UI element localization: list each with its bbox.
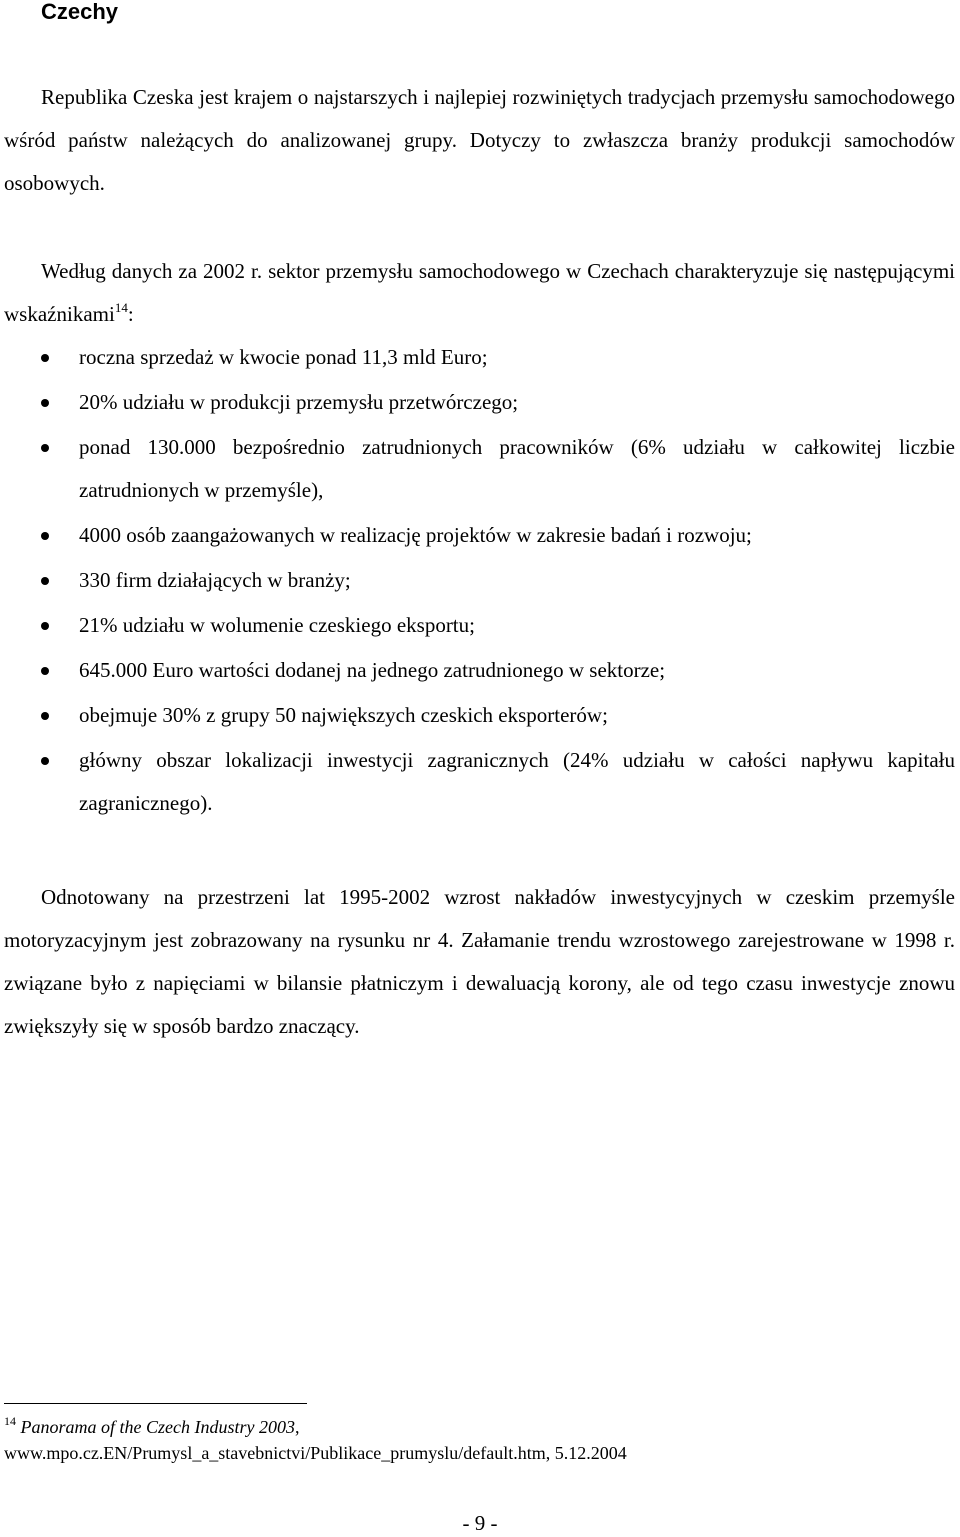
bullet-icon [41, 532, 49, 540]
footnote-source-title: Panorama of the Czech Industry 2003 [20, 1417, 295, 1437]
list-item [0, 381, 955, 424]
list-item-text: roczna sprzedaż w kwocie ponad 11,3 mld Euro; [79, 345, 488, 369]
footnote [4, 1414, 956, 1466]
list-item [0, 694, 955, 737]
list-item-text: główny obszar lokalizacji inwestycji zagranicznych (24% udziału w całości napływu kapitału zagranicznego). [79, 748, 955, 815]
footnote-marker: 14 [4, 1414, 16, 1428]
list-item-text: 4000 osób zaangażowanych w realizację projektów w zakresie badań i rozwoju; [79, 523, 752, 547]
section-heading: Czechy [41, 0, 119, 24]
bullet-icon [41, 712, 49, 720]
list-item-text: 330 firm działających w branży; [79, 568, 351, 592]
bullet-icon [41, 444, 49, 452]
indicators-intro-tail: : [127, 302, 134, 326]
list-item-text: 21% udziału w wolumenie czeskiego eksportu; [79, 613, 475, 637]
footnote-separator-comma: , [294, 1417, 300, 1437]
indicators-intro-text: Według danych za 2002 r. sektor przemysłu samochodowego w Czechach charakteryzuje się następującymi wskaźnikami [4, 259, 955, 326]
bullet-icon [41, 757, 49, 765]
list-item-text: 20% udziału w produkcji przemysłu przetwórczego; [79, 390, 519, 414]
footnote-separator [4, 1403, 307, 1404]
intro-paragraph: Republika Czeska jest krajem o najstarszych i najlepiej rozwiniętych tradycjach przemysłu samochodowego wśród państw należących do analizowanej grupy. Dotyczy to zwłaszcza branży produkcji samochodów osobowych. [4, 85, 955, 195]
list-item [0, 514, 955, 557]
indicators-intro-paragraph [4, 250, 955, 336]
list-item-text: obejmuje 30% z grupy 50 największych czeskich eksporterów; [79, 703, 608, 727]
list-item-text: 645.000 Euro wartości dodanej na jednego zatrudnionego w sektorze; [79, 658, 666, 682]
bullet-icon [41, 399, 49, 407]
bullet-icon [41, 354, 49, 362]
list-item [0, 336, 955, 379]
list-item [0, 426, 955, 512]
bullet-icon [41, 577, 49, 585]
list-item [0, 649, 955, 692]
page-number: - 9 - [462, 1511, 498, 1535]
footnote-reference: 14 [114, 300, 128, 315]
list-item [0, 604, 955, 647]
list-item-text: ponad 130.000 bezpośrednio zatrudnionych pracowników (6% udziału w całkowitej liczbie zatrudnionych w przemyśle), [79, 435, 955, 502]
footnote-source-url: www.mpo.cz.EN/Prumysl_a_stavebnictvi/Publikace_prumyslu/default.htm, 5.12.2004 [4, 1443, 627, 1463]
bullet-icon [41, 667, 49, 675]
list-item [0, 559, 955, 602]
indicators-list [0, 336, 960, 827]
list-item [0, 739, 955, 825]
bullet-icon [41, 622, 49, 630]
investment-paragraph: Odnotowany na przestrzeni lat 1995-2002 wzrost nakładów inwestycyjnych w czeskim przemyśle motoryzacyjnym jest zobrazowany na rysunku nr 4. Załamanie trendu wzrostowego zarejestrowane w 1998 r. związane było z napięciami w bilansie płatniczym i dewaluacją korony, ale od tego czasu inwestycje znowu zwiększyły się w sposób bardzo znaczący. [4, 885, 955, 1038]
